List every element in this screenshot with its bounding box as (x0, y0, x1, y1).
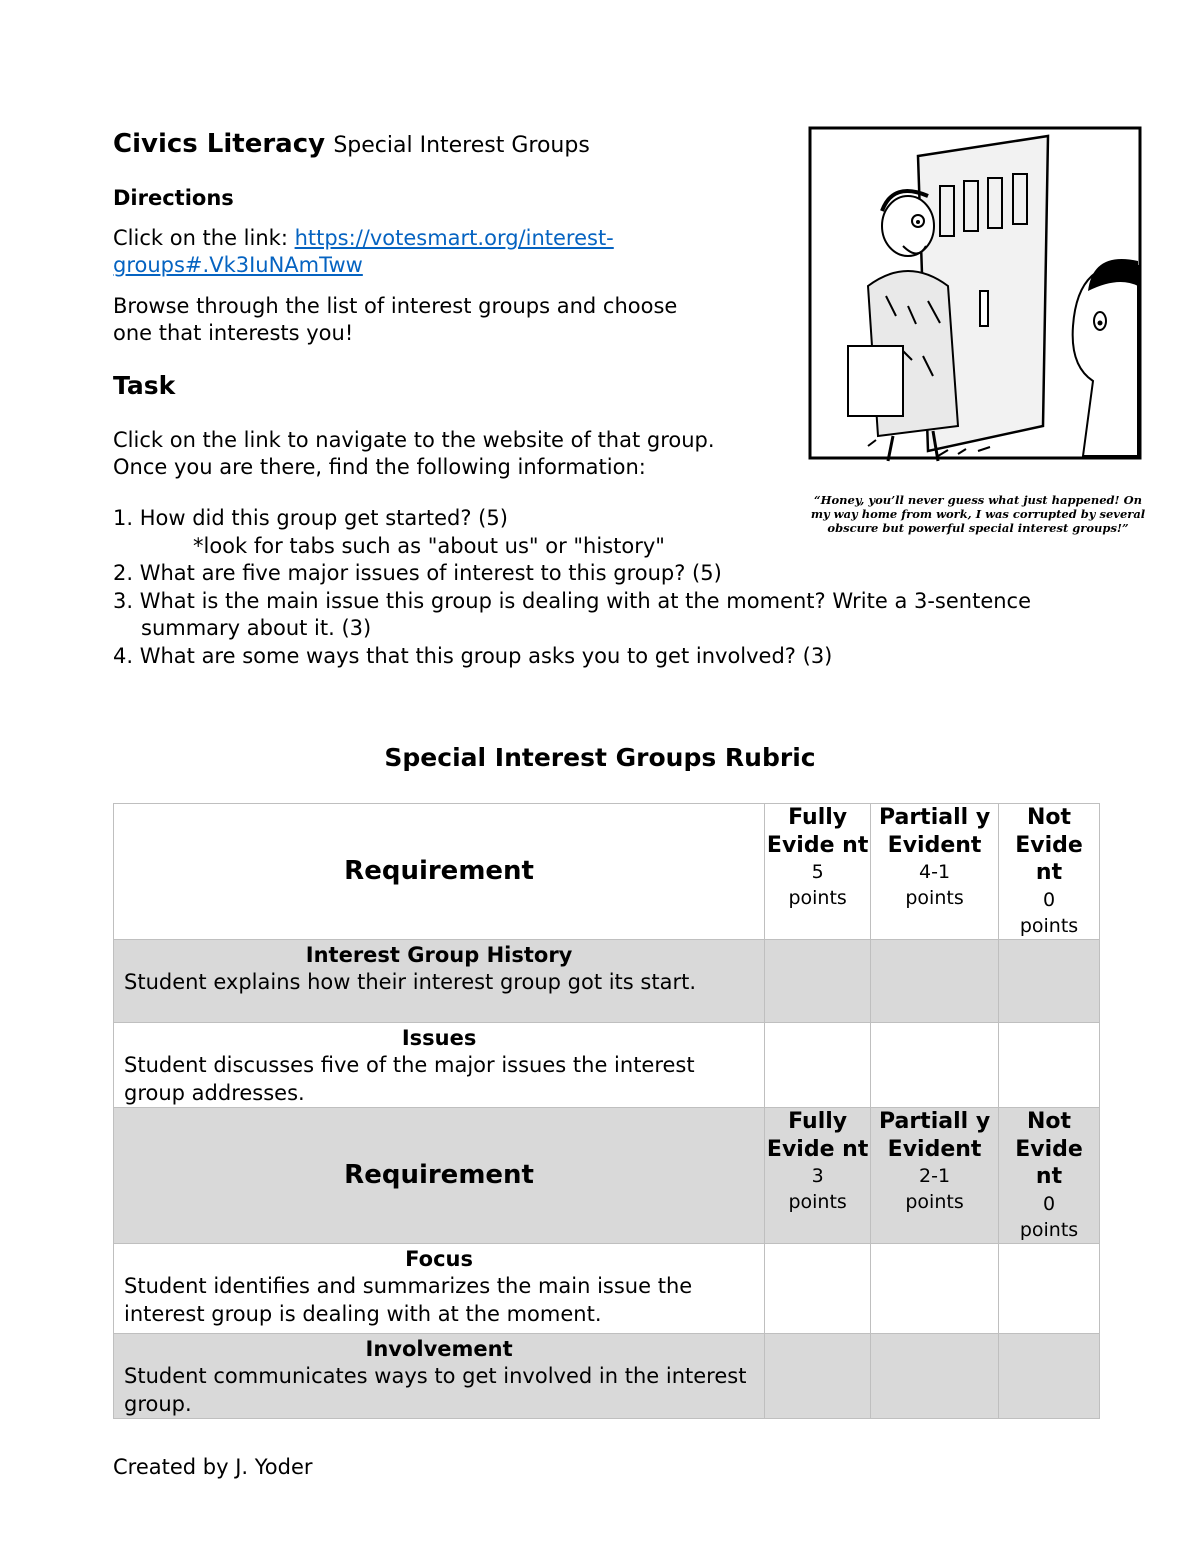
cartoon-caption-line: my way home from work, I was corrupted by several (810, 507, 1146, 521)
requirement-cell: Issues Student discusses five of the major issues the interest group addresses. (114, 1022, 765, 1108)
footer-credit: Created by J. Yoder (113, 1455, 313, 1479)
fully-evident-header: Fully Evide nt 5 points (765, 804, 871, 940)
rubric-row (114, 1022, 1100, 1108)
score-cell[interactable] (999, 1022, 1100, 1108)
score-cell[interactable] (765, 1333, 871, 1419)
score-cell[interactable] (765, 939, 871, 1022)
score-cell[interactable] (871, 1243, 999, 1333)
score-cell[interactable] (871, 939, 999, 1022)
score-cell[interactable] (999, 939, 1100, 1022)
directions-heading: Directions (113, 186, 234, 210)
directions-link-paragraph (113, 225, 614, 279)
rubric-table (113, 803, 1100, 1419)
task-intro: Click on the link to navigate to the website of that group. Once you are there, find the following information: (113, 428, 715, 479)
score-cell[interactable] (999, 1333, 1100, 1419)
requirement-cell: Focus Student identifies and summarizes the main issue the interest group is dealing with at the moment. (114, 1243, 765, 1333)
question-item: 3. What is the main issue this group is dealing with at the moment? Write a 3-sentence summary about it. (3) (113, 588, 1032, 640)
question-item: 1. How did this group get started? (5) *look for tabs such as "about us" or "history" (113, 505, 1073, 560)
requirement-header: Requirement (114, 804, 765, 940)
fully-evident-header: Fully Evide nt 3 points (765, 1108, 871, 1244)
rubric-row (114, 1333, 1100, 1419)
not-evident-header: Not Evide nt 0 points (999, 804, 1100, 940)
requirement-header: Requirement (114, 1108, 765, 1244)
partially-evident-header: Partiall y Evident 2-1 points (871, 1108, 999, 1244)
title-subtitle: Special Interest Groups (333, 133, 590, 158)
cartoon-caption-line: “Honey, you’ll never guess what just happened! On (814, 493, 1142, 507)
score-cell[interactable] (871, 1333, 999, 1419)
rubric-row (114, 939, 1100, 1022)
score-cell[interactable] (871, 1022, 999, 1108)
rubric-header-row (114, 1108, 1100, 1244)
rubric-row (114, 1243, 1100, 1333)
question-item: 4. What are some ways that this group asks you to get involved? (3) (113, 643, 833, 668)
question-item: 2. What are five major issues of interest to this group? (5) (113, 561, 722, 585)
page-title (113, 126, 590, 164)
cartoon-image (808, 126, 1148, 541)
rubric-title: Special Interest Groups Rubric (384, 743, 816, 772)
score-cell[interactable] (765, 1022, 871, 1108)
requirement-cell: Interest Group History Student explains how their interest group got its start. (114, 939, 765, 1022)
title-bold: Civics Literacy (113, 129, 326, 159)
task-heading: Task (113, 371, 176, 400)
score-cell[interactable] (999, 1243, 1100, 1333)
question-hint: *look for tabs such as "about us" or "history" (193, 533, 665, 558)
score-cell[interactable] (765, 1243, 871, 1333)
cartoon-caption-line: obscure but powerful special interest groups!” (827, 521, 1129, 535)
partially-evident-header: Partiall y Evident 4-1 points (871, 804, 999, 940)
click-link-label: Click on the link: (113, 226, 295, 250)
rubric-header-row (114, 804, 1100, 940)
not-evident-header: Not Evide nt 0 points (999, 1108, 1100, 1244)
browse-paragraph: Browse through the list of interest groups and choose one that interests you! (113, 294, 678, 345)
requirement-cell: Involvement Student communicates ways to get involved in the interest group. (114, 1333, 765, 1419)
votesmart-link[interactable]: https://votesmart.org/interest- groups#.Vk3IuNAmTww (113, 226, 614, 277)
